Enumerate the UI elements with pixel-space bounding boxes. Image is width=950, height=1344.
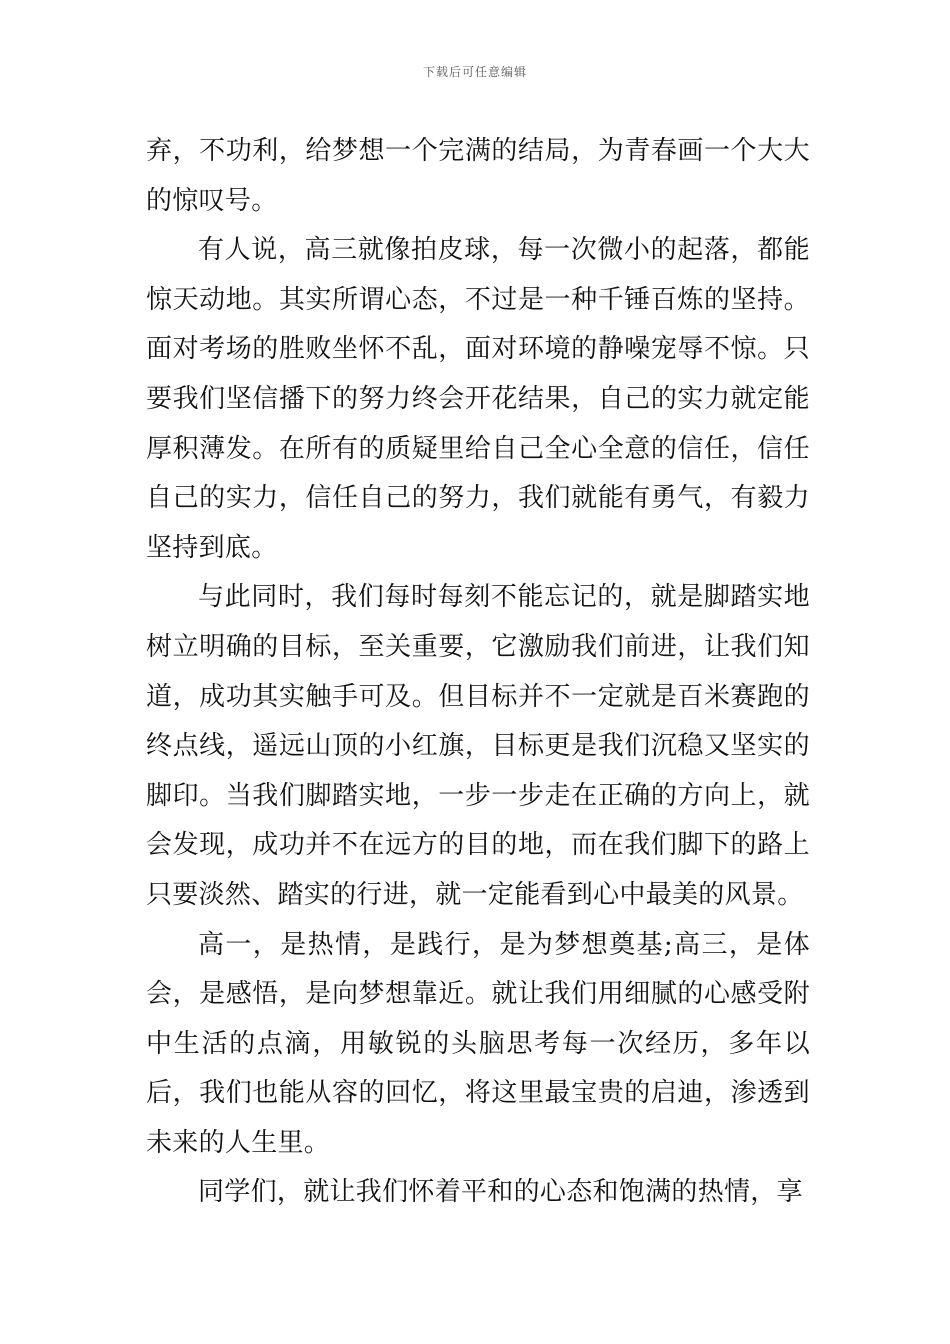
paragraph-5: 同学们，就让我们怀着平和的心态和饱满的热情，享 [198,1177,803,1208]
page-header: 下载后可任意编辑 [422,65,527,79]
paragraph-1: 弃，不功利，给梦想一个完满的结局，为青春画一个大大的惊叹号。 [146,136,810,216]
paragraph-4: 高一，是热情，是践行，是为梦想奠基;高三，是体会，是感悟，是向梦想靠近。就让我们用细腻的心感受附中生活的点滴，用敏锐的头脑思考每一次经历，多年以后，我们也能从容的回忆，将这里最宝贵的启迪，渗透到未来的人生里。 [146,929,810,1158]
document-body [146,127,810,1218]
paragraph-3: 与此同时，我们每时每刻不能忘记的，就是脚踏实地树立明确的目标，至关重要，它激励我们前进，让我们知道，成功其实触手可及。但目标并不一定就是百米赛跑的终点线，遥远山顶的小红旗，目标更是我们沉稳又坚实的脚印。当我们脚踏实地，一步一步走在正确的方向上，就会发现，成功并不在远方的目的地，而在我们脚下的路上只要淡然、踏实的行进，就一定能看到心中最美的风景。 [146,582,810,910]
paragraph-2: 有人说，高三就像拍皮球，每一次微小的起落，都能惊天动地。其实所谓心态，不过是一种千锤百炼的坚持。面对考场的胜败坐怀不乱，面对环境的静噪宠辱不惊。只要我们坚信播下的努力终会开花结果，自己的实力就定能厚积薄发。在所有的质疑里给自己全心全意的信任，信任自己的实力，信任自己的努力，我们就能有勇气，有毅力坚持到底。 [146,235,810,563]
